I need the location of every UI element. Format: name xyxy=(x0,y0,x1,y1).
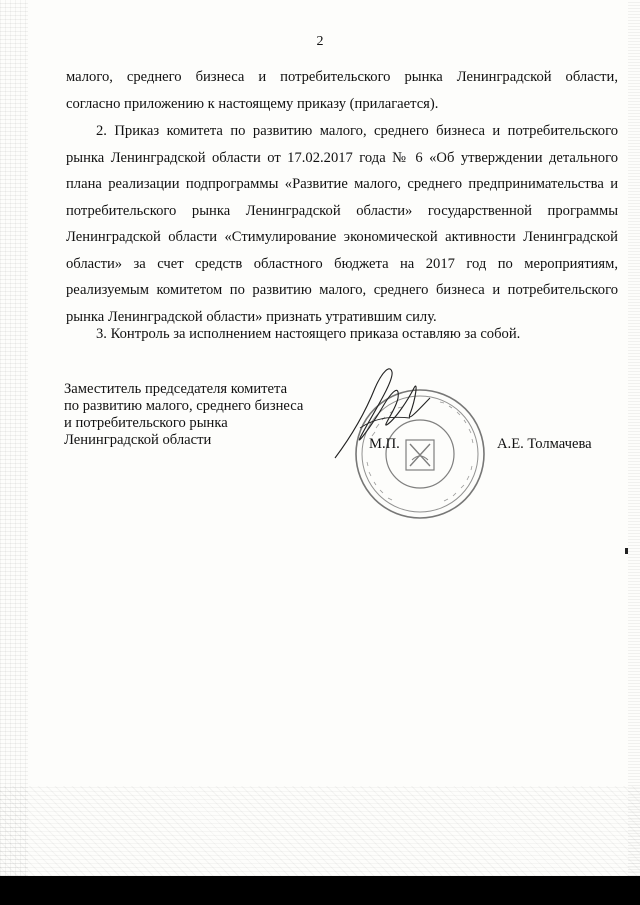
position-line: Ленинградской области xyxy=(64,432,212,448)
position-line: Заместитель председателя комитета xyxy=(64,381,288,397)
stamp-place-label: М.П. xyxy=(369,436,400,452)
scan-border-bar xyxy=(0,876,640,905)
scan-speck-icon xyxy=(624,548,630,554)
page-number: 2 xyxy=(316,34,324,49)
paragraph-continuation xyxy=(66,64,618,117)
paragraph-item-2: 2. Приказ комитета по развитию малого, среднего бизнеса и потребительского рынка Ленинградской области от 17.02.2017 года № 6 «Об утверждении детального плана реализации подпрограммы «Развитие малого, среднего предпринимательства и потребительского рынка Ленинградской области» государственной программы Ленинградской области «Стимулирование экономической активности Ленинградской области» за счет средств областного бюджета на 2017 год по мероприятиям, реализуемым комитетом по развитию малого, среднего бизнеса и потребительского рынка Ленинградской области» признать утратившим силу. xyxy=(66,123,618,325)
position-line: и потребительского рынка xyxy=(64,415,228,431)
scan-noise-left xyxy=(0,0,28,876)
signer-name: А.Е. Толмачева xyxy=(497,436,592,452)
position-line: по развитию малого, среднего бизнеса xyxy=(64,398,304,414)
paragraph-line: малого, среднего бизнеса и потребительского рынка Ленинградской области, xyxy=(66,69,618,85)
signatory-position xyxy=(64,381,303,449)
scan-noise-right xyxy=(628,0,640,876)
scan-noise-bottom xyxy=(0,786,640,876)
paragraph-line: согласно приложению к настоящему приказу (прилагается). xyxy=(66,95,439,112)
paragraph-item-3: 3. Контроль за исполнением настоящего приказа оставляю за собой. xyxy=(96,326,521,342)
